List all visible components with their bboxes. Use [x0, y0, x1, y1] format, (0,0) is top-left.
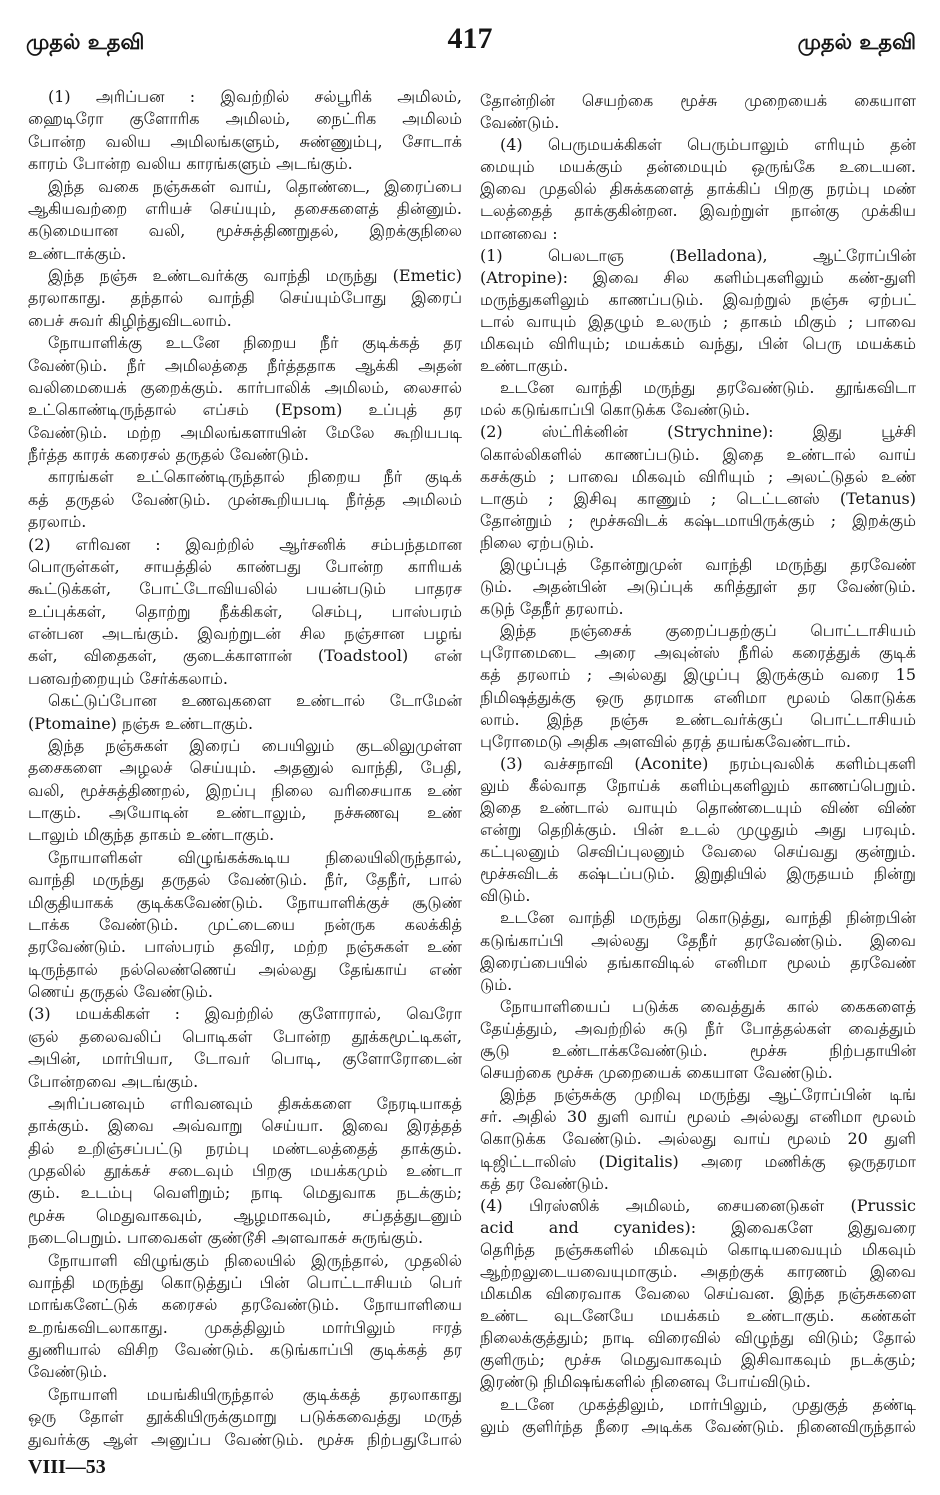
text-line: கடுமையான வலி, மூச்சுத்திணறுதல், இறக்குநிலை — [28, 221, 462, 241]
text-line: முதலில் தூக்கச் சடைவும் பிறகு மயக்கமும் உண்டா — [28, 1161, 462, 1180]
text-line: நோயாளி மயங்கியிருந்தால் குடிக்கத் தரலாகாது — [48, 1384, 462, 1404]
text-line: ஆற்றலுடையவையுமாகும். அதற்குக் காரணம் இவை — [480, 1261, 916, 1281]
text-line: வலி, மூச்சுத்திணறல், இறப்பு நிலை வரிசையாக உண் — [28, 780, 462, 800]
text-line: கும். உடம்பு வெளிறும்; நாடி மெதுவாக நடக்கும்; — [28, 1183, 462, 1203]
text-line: வாந்தி மருந்து கொடுத்துப் பின் பொட்டாசியம் பெர் — [28, 1272, 462, 1292]
text-line: சூடு உண்டாக்கவேண்டும். மூச்சு நிற்பதாயின் — [480, 1041, 916, 1061]
text-line: டாகும் ; இசிவு காணும் ; டெட்டனஸ் (Tetanus) — [480, 488, 916, 508]
paragraph — [480, 1084, 916, 1194]
text-line: உடனே முகத்திலும், மார்பிலும், முதுகுத் தண்டி — [500, 1394, 916, 1414]
text-line: பொருள்கள், சாயத்தில் காண்பது போன்ற காரியக் — [28, 556, 462, 576]
text-line: மல் கடுங்காப்பி கொடுக்க வேண்டும். — [480, 400, 751, 420]
text-line: (3) வச்சநாவி (Aconite) நரம்புவலிக் களிம்புகளி — [500, 753, 916, 773]
text-line: டலத்தைத் தாக்குகின்றன. இவற்றுள் நான்கு முக்கிய — [480, 201, 916, 221]
text-line: மிகுதியாகக் குடிக்கவேண்டும். நோயாளிக்குச் சூடுண் — [28, 892, 462, 912]
signature-mark: VIII—53 — [28, 1456, 106, 1478]
text-line: கொல்லிகளில் காணப்படும். இதை உண்டால் வாய் — [480, 444, 916, 464]
text-line: ஆகியவற்றை எரியச் செய்யும், தசைகளைத் தின்னும். — [28, 198, 462, 218]
text-line: கத் தரலாம் ; அல்லது இழுப்பு இருக்கும் வரை 15 — [480, 665, 916, 685]
text-line: தசைகளை அழலச் செய்யும். அதனுல் வாந்தி, பேதி, — [28, 758, 462, 778]
text-line: உண்டாக்கும். — [28, 243, 127, 263]
paragraph — [28, 847, 462, 1004]
text-line: விடும். — [480, 886, 531, 906]
text-line: டாகும். அயோடின் உண்டாலும், நச்சுணவு உண் — [28, 803, 462, 822]
text-line: மிகவும் விரியும்; மயக்கம் வந்து, பின் பெரு மயக்கம் — [480, 334, 916, 354]
paragraph — [480, 907, 916, 995]
text-line: மானவை : — [480, 223, 558, 243]
text-line: ஹைடிரோ குளோரிக அமிலம், நைட்ரிக அமிலம் — [28, 109, 462, 129]
paragraph — [28, 534, 462, 691]
text-line: (4) பிரஸ்ஸிக் அமிலம், சையனைடுகள் (Prussic — [480, 1195, 916, 1215]
paragraph — [480, 377, 916, 421]
text-line: acid and cyanides): இவைகளே இதுவரை — [480, 1217, 916, 1237]
text-line: கத் தருதல் வேண்டும். முன்கூறியபடி நீர்த்த அமிலம் — [28, 489, 462, 509]
paragraph — [28, 1384, 462, 1451]
text-line: இந்த நஞ்சு உண்டவர்க்கு வாந்தி மருந்து (Emetic) — [48, 266, 462, 285]
text-line: இதை உண்டால் வாயும் தொண்டையும் விண் விண் — [480, 798, 916, 817]
text-line: வலிமையைக் குறைக்கும். கார்பாலிக் அமிலம், லைசால் — [28, 377, 462, 397]
text-line: கடுங்காப்பி அல்லது தேநீர் தரவேண்டும். இவை — [480, 930, 916, 950]
text-line: தாக்கும். இவை அவ்வாறு செய்யா. இவை இரத்தத் — [28, 1116, 462, 1136]
paragraph — [28, 466, 462, 533]
paragraph — [480, 421, 916, 554]
paragraph — [480, 90, 916, 134]
text-line: போன்ற வலிய அமிலங்களும், சுண்ணும்பு, சோடாக் — [28, 131, 462, 151]
text-line: நோயாளிகள் விழுங்கக்கூடிய நிலையிலிருந்தால், — [48, 847, 462, 867]
text-line: கடுந் தேநீர் தரலாம். — [480, 599, 624, 619]
text-line: வேண்டும். நீர் அமிலத்தை நீர்த்ததாக ஆக்கி அதன் — [28, 355, 462, 375]
text-line: கட்புலனும் செவிப்புலனும் வேலை செய்வது குன்றும். — [480, 842, 916, 862]
text-line: டாலும் மிகுந்த தாகம் உண்டாகும். — [28, 825, 275, 845]
text-line: நிலைக்குத்தும்; நாடி விரைவில் விழுந்து விடும்; தோல் — [480, 1328, 916, 1348]
text-line: ஞல் தலைவலிப் பொடிகள் போன்ற தூக்கமூட்டிகள், — [28, 1026, 462, 1046]
paragraph — [28, 1093, 462, 1250]
text-line: கொடுக்க வேண்டும். அல்லது வாய் மூலம் 20 துளி — [480, 1129, 916, 1149]
paragraph — [480, 620, 916, 753]
paragraph — [480, 1394, 916, 1438]
paragraph — [28, 332, 462, 466]
text-line: மருந்துகளிலும் காணப்படும். இவற்றுல் நஞ்சு ஏற்பட் — [480, 289, 916, 309]
paragraph — [28, 86, 462, 176]
text-line: (Atropine): இவை சில களிம்புகளிலும் கண்-துளி — [480, 267, 916, 287]
text-line: புரோமைடை அரை அவுன்ஸ் நீரில் கரைத்துக் குடிக் — [480, 643, 916, 663]
text-line: டும். — [480, 974, 513, 994]
text-line: (Ptomaine) நஞ்சு உண்டாகும். — [28, 713, 254, 733]
text-line: ணெய் தருதல் வேண்டும். — [28, 982, 213, 1001]
left-column — [28, 86, 462, 1451]
text-line: டிஜிட்டாலிஸ் (Digitalis) அரை மணிக்கு ஒருதரமா — [480, 1151, 916, 1171]
text-line: இரைப்பையில் தங்காவிடில் எனிமா மூலம் தரவேண் — [480, 952, 916, 972]
text-line: உண்டாகும். — [480, 356, 569, 376]
text-line: வாந்தி மருந்து தருதல் வேண்டும். நீர், தேநீர், பால் — [28, 870, 462, 890]
text-line: குளிரும்; மூச்சு மெதுவாகவும் இசிவாகவும் நடக்கும்; — [480, 1350, 916, 1370]
text-line: இந்த நஞ்சுக்கு முறிவு மருந்து ஆட்ரோப்பின் டிங் — [500, 1085, 916, 1105]
text-line: டிருந்தால் நல்லெண்ணெய் அல்லது தேங்காய் எண் — [28, 959, 462, 979]
text-line: உட்கொண்டிருந்தால் எப்சம் (Epsom) உப்புத் தர — [28, 400, 462, 420]
text-line: தோன்றின் செயற்கை மூச்சு முறையைக் கையாள — [480, 91, 916, 110]
text-line: நோயாளிக்கு உடனே நிறைய நீர் குடிக்கத் தர — [48, 333, 462, 353]
paragraph — [480, 753, 916, 908]
text-line: தில் உறிஞ்சப்பட்டு நரம்பு மண்டலத்தைத் தாக்கும். — [28, 1138, 462, 1158]
text-line: கள், விதைகள், குடைக்காளான் (Toadstool) என் — [28, 646, 462, 666]
text-line: ஒரு தோள் தூக்கியிருக்குமாறு படுக்கவைத்து மருத் — [28, 1407, 462, 1427]
running-head-right: முதல் உதவி — [797, 30, 916, 54]
text-line: கூட்டுக்கள், போட்டோவியலில் பயன்படும் பாதரச — [28, 579, 462, 599]
paragraph — [28, 176, 462, 266]
text-line: டால் வாயும் இதழும் உலரும் ; தாகம் மிகும் ; பாவை — [480, 311, 916, 331]
paragraph — [480, 554, 916, 620]
text-line: லும் குளிர்ந்த நீரை அடிக்க வேண்டும். நினைவிருந்தால் — [480, 1416, 916, 1436]
text-line: (4) பெருமயக்கிகள் பெரும்பாலும் எரியும் தன் — [500, 135, 916, 155]
text-line: நோயாளியைப் படுக்க வைத்துக் கால் கைகளைத் — [500, 996, 916, 1016]
text-line: துவர்க்கு ஆள் அனுப்ப வேண்டும். மூச்சு நிற்பதுபோல் — [28, 1429, 462, 1449]
text-line: தோன்றும் ; மூச்சுவிடக் கஷ்டமாயிருக்கும் ; இறக்கும் — [480, 510, 916, 530]
text-line: மாங்கனேட்டுக் கரைசல் தரவேண்டும். நோயாளியை — [28, 1295, 462, 1315]
paragraph — [28, 1250, 462, 1384]
page-number: 417 — [447, 22, 493, 55]
running-head-left: முதல் உதவி — [26, 30, 145, 54]
paragraph — [480, 1195, 916, 1394]
text-line: போன்றவை அடங்கும். — [28, 1071, 199, 1091]
text-line: துணியால் விசிற வேண்டும். கடுங்காப்பி குடிக்கத் தர — [28, 1340, 462, 1359]
paragraph — [28, 265, 462, 332]
text-line: டும். அதன்பின் அடுப்புக் கரித்தூள் தர வேண்டும். — [480, 577, 916, 597]
paragraph — [28, 690, 462, 735]
text-line: மூச்சுவிடக் கஷ்டப்படும். இறுதியில் இருதயம் நின்று — [480, 864, 916, 884]
text-line: தேய்த்தும், அவற்றில் சுடு நீர் போத்தல்கள் வைத்தும் — [480, 1018, 916, 1038]
text-line: கெட்டுப்போன உணவுகளை உண்டால் டோமேன் — [48, 691, 462, 711]
text-line: நடைபெறும். பாவைகள் குண்டூசி அளவாகச் சுருங்கும். — [28, 1228, 424, 1248]
text-line: நோயாளி விழுங்கும் நிலையில் இருந்தால், முதலில் — [48, 1250, 462, 1270]
text-line: நீர்த்த காரக் கரைசல் தருதல் வேண்டும். — [28, 445, 309, 464]
text-line: தெரிந்த நஞ்சுகளில் மிகவும் கொடியவையும் மிகவும் — [480, 1239, 916, 1259]
text-line: நிமிஷத்துக்கு ஒரு தரமாக எனிமா மூலம் கொடுக்க — [480, 687, 916, 707]
text-line: (2) ஸ்ட்ரிக்னின் (Strychnine): இது பூச்சி — [480, 422, 916, 442]
text-line: தரலாம். — [28, 512, 87, 532]
text-line: உப்புக்கள், தொற்று நீக்கிகள், செம்பு, பாஸ்பரம் — [28, 601, 462, 621]
text-line: தரலாகாது. தந்தால் வாந்தி செய்யும்போது இரைப் — [28, 288, 462, 308]
text-line: டாக்க வேண்டும். முட்டையை நன்ருக கலக்கித் — [28, 914, 462, 934]
text-line: (1) பெலடாஞ (Belladona), ஆட்ரோப்பின் — [480, 245, 916, 265]
text-line: வேண்டும். — [480, 113, 560, 133]
text-line: இந்த நஞ்சுகள் இரைப் பையிலும் குடலிலுமுள்ள — [48, 735, 462, 755]
text-line: லாம். இந்த நஞ்சு உண்டவர்க்குப் பொட்டாசியம் — [480, 709, 916, 729]
text-line: புரோமைடு அதிக அளவில் தரத் தயங்கவேண்டாம். — [480, 731, 851, 751]
paragraph — [480, 996, 916, 1084]
text-line: தரவேண்டும். பாஸ்பரம் தவிர, மற்ற நஞ்சுகள் உண் — [28, 937, 462, 957]
text-line: இந்த வகை நஞ்சுகள் வாய், தொண்டை, இரைப்பை — [48, 176, 462, 196]
text-line: காரங்கள் உட்கொண்டிருந்தால் நிறைய நீர் குடிக் — [48, 467, 462, 487]
text-line: இந்த நஞ்சைக் குறைப்பதற்குப் பொட்டாசியம் — [500, 621, 916, 641]
text-line: கசக்கும் ; பாவை மிகவும் விரியும் ; அலட்டுதல் உண் — [480, 466, 916, 486]
text-line: மையும் மயக்கும் தன்மையும் ஒருங்கே உடையன. — [480, 157, 916, 177]
text-line: (2) எரிவன : இவற்றில் ஆர்சனிக் சம்பந்தமான — [28, 534, 462, 554]
text-line: அரிப்பனவும் எரிவனவும் திசுக்களை நேரடியாகத் — [48, 1093, 462, 1113]
text-line: உறங்கவிடலாகாது. முகத்திலும் மார்பிலும் ஈரத் — [28, 1317, 462, 1337]
text-line: லும் கீல்வாத நோய்க் களிம்புகளிலும் காணப்பெறும். — [480, 775, 916, 795]
paragraph — [480, 134, 916, 244]
text-line: சர். அதில் 30 துளி வாய் மூலம் அல்லது எனிமா மூலம் — [480, 1107, 916, 1127]
text-line: அபின், மார்பியா, டோவர் பொடி, குளோரோடைன் — [28, 1049, 462, 1069]
text-line: உண்ட வுடனேயே மயக்கம் உண்டாகும். கண்கள் — [480, 1306, 916, 1326]
text-line: கத் தர வேண்டும். — [480, 1173, 609, 1193]
paragraph — [28, 1003, 462, 1093]
text-line: இழுப்புத் தோன்றுமுன் வாந்தி மருந்து தரவேண் — [500, 554, 916, 574]
text-line: மிகமிக விரைவாக வேலை செய்வன. இந்த நஞ்சுகளை — [480, 1284, 916, 1304]
text-line: இரண்டு நிமிஷங்களில் நினைவு போய்விடும். — [480, 1372, 811, 1392]
text-line: நிலை ஏற்படும். — [480, 532, 595, 552]
paragraph — [480, 245, 916, 378]
text-line: பனவற்றையும் சேர்க்கலாம். — [28, 668, 228, 688]
text-line: வேண்டும். — [28, 1362, 108, 1382]
paragraph — [28, 735, 462, 847]
text-line: வேண்டும். மற்ற அமிலங்களாயின் மேலே கூறியபடி — [28, 422, 462, 442]
text-line: (1) அரிப்பன : இவற்றில் சல்பூரிக் அமிலம், — [48, 87, 462, 106]
text-line: என்பன அடங்கும். இவற்றுடன் சில நஞ்சான பழங் — [28, 624, 462, 643]
text-line: பைச் சுவர் கிழிந்துவிடலாம். — [28, 310, 232, 330]
text-line: செயற்கை மூச்சு முறையைக் கையாள வேண்டும். — [480, 1063, 833, 1083]
text-line: என்று தெறிக்கும். பின் உடல் முழுதும் அது பரவும். — [480, 820, 916, 840]
text-line: உடனே வாந்தி மருந்து கொடுத்து, வாந்தி நின்றபின் — [500, 908, 916, 928]
text-line: (3) மயக்கிகள் : இவற்றில் குளோரால், வெரோ — [28, 1004, 462, 1024]
text-line: உடனே வாந்தி மருந்து தரவேண்டும். தூங்கவிடா — [500, 378, 916, 398]
text-line: காரம் போன்ற வலிய காரங்களும் அடங்கும். — [28, 154, 353, 174]
text-line: மூச்சு மெதுவாகவும், ஆழமாகவும், சப்தத்துடனும் — [28, 1205, 462, 1225]
text-line: இவை முதலில் திசுக்களைத் தாக்கிப் பிறகு நரம்பு மண் — [480, 179, 916, 199]
right-column — [480, 90, 916, 1438]
